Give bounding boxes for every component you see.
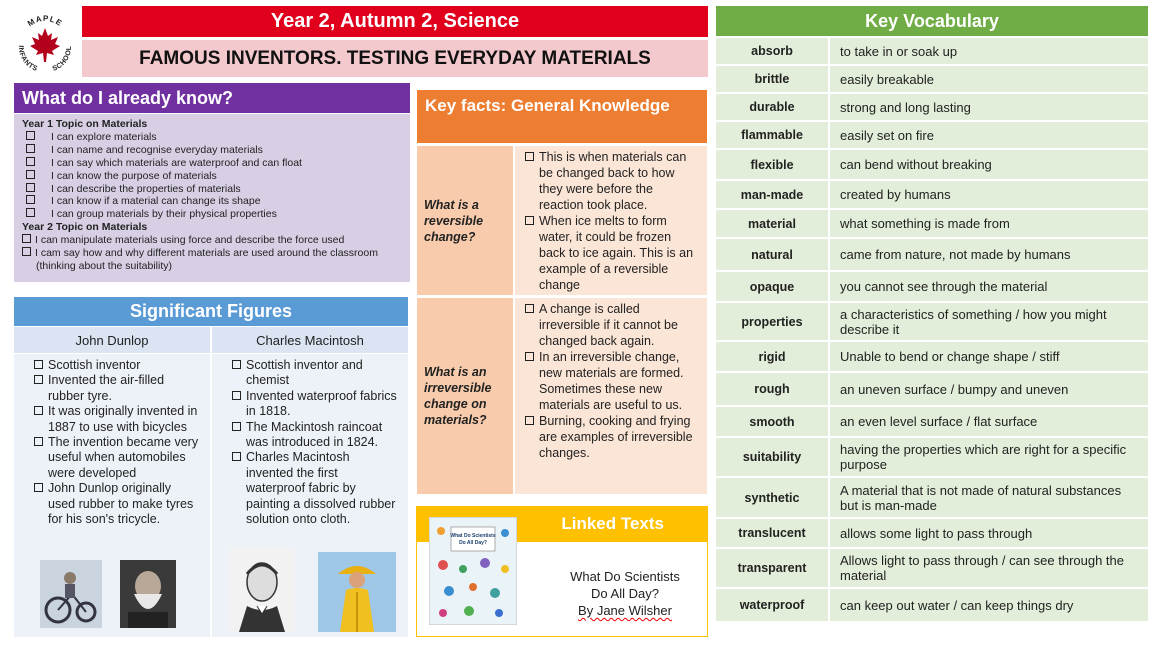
vocab-term: waterproof [716, 589, 828, 621]
checkbox-icon [232, 391, 241, 400]
list-item: John Dunlop originally used rubber to make tyres for his son's tricycle. [34, 481, 200, 527]
vocab-row [716, 210, 1148, 237]
list-item: Invented the air-filled rubber tyre. [34, 373, 200, 404]
vocab-row [716, 94, 1148, 120]
list-item: Charles Macintosh invented the first waterproof fabric by painting a dissolved rubber solution onto cloth. [232, 450, 398, 527]
vocab-definition: an uneven surface / bumpy and uneven [830, 373, 1148, 405]
checkbox-icon [26, 157, 35, 166]
vocab-definition: easily set on fire [830, 122, 1148, 148]
vocab-definition: came from nature, not made by humans [830, 239, 1148, 270]
checkbox-icon [232, 422, 241, 431]
vocab-term: absorb [716, 38, 828, 64]
list-item: The Mackintosh raincoat was introduced in 1824. [232, 420, 398, 451]
list-item: A change is called irreversible if it cannot be changed back again. [525, 301, 699, 349]
vocab-definition: can keep out water / can keep things dry [830, 589, 1148, 621]
vocab-row [716, 122, 1148, 148]
checkbox-icon [26, 131, 35, 140]
vocab-term: natural [716, 239, 828, 270]
vocab-definition: to take in or soak up [830, 38, 1148, 64]
macintosh-portrait [229, 548, 295, 632]
checkbox-icon [525, 304, 534, 313]
svg-text:What Do Scientists: What Do Scientists [450, 533, 496, 539]
vocab-row [716, 342, 1148, 371]
book-cover [429, 517, 517, 625]
svg-text:INFANTS [17, 45, 39, 73]
vocab-table [716, 38, 1148, 623]
vocab-definition: Allows light to pass through / can see through the material [830, 549, 1148, 587]
know-list-item: I can manipulate materials using force and describe the force used [22, 234, 402, 247]
list-item: Scottish inventor and chemist [232, 358, 398, 389]
school-logo [12, 6, 78, 76]
vocab-definition: a characteristics of something / how you might describe it [830, 303, 1148, 340]
raincoat-illustration [318, 552, 396, 632]
maple-leaf-icon [30, 28, 60, 62]
answer-irreversible [515, 298, 707, 494]
know-list-item: I can know if a material can change its shape [22, 195, 402, 208]
checkbox-icon [525, 352, 534, 361]
svg-text:MAPLE [26, 14, 64, 28]
vocab-row [716, 239, 1148, 270]
checkbox-icon [26, 183, 35, 192]
svg-text:SCHOOL [52, 45, 73, 73]
know-list-item: I can name and recognise everyday materials [22, 144, 402, 157]
vocab-term: durable [716, 94, 828, 120]
list-item: This is when materials can be changed back to how they were before the reaction took place. [525, 149, 699, 213]
know-list-item: I can know the purpose of materials [22, 170, 402, 183]
checkbox-icon [525, 152, 534, 161]
question-reversible: What is a reversible change? [417, 146, 513, 295]
checkbox-icon [22, 234, 31, 243]
list-item: It was originally invented in 1887 to use with bicycles [34, 404, 200, 435]
vocab-term: man-made [716, 181, 828, 208]
list-item: When ice melts to form water, it could be frozen back to ice again. This is an example of a reversible change [525, 213, 699, 293]
vocab-row [716, 373, 1148, 405]
know-list-item: I can group materials by their physical properties [22, 208, 402, 221]
know-list-item: I can describe the properties of materials [22, 183, 402, 196]
list-item: Burning, cooking and frying are examples of irreversible changes. [525, 413, 699, 461]
know-list-item: I cam say how and why different materials are used around the classroom (thinking about the suitability) [22, 247, 402, 273]
vocab-definition: A material that is not made of natural substances but is man-made [830, 478, 1148, 517]
checkbox-icon [525, 416, 534, 425]
checkbox-icon [34, 375, 43, 384]
logo-top-text: MAPLE [25, 13, 65, 29]
vocab-term: smooth [716, 407, 828, 436]
vocab-term: properties [716, 303, 828, 340]
vocab-term: rough [716, 373, 828, 405]
vocab-definition: having the properties which are right for a specific purpose [830, 438, 1148, 476]
list-item: In an irreversible change, new materials are formed. Sometimes these new materials are useful to us. [525, 349, 699, 413]
list-item: Invented waterproof fabrics in 1818. [232, 389, 398, 420]
checkbox-icon [525, 216, 534, 225]
logo-left-text: INFANTS [16, 45, 39, 73]
dunlop-portrait [120, 560, 176, 628]
checkbox-icon [232, 452, 241, 461]
vocab-row [716, 478, 1148, 517]
vocab-row [716, 303, 1148, 340]
logo-right-text: SCHOOL [51, 45, 74, 73]
page-title: Year 2, Autumn 2, Science [82, 6, 708, 37]
vocab-definition: allows some light to pass through [830, 519, 1148, 547]
vocab-definition: can bend without breaking [830, 150, 1148, 179]
know-list-item: I can say which materials are waterproof and can float [22, 157, 402, 170]
figure-name-dunlop: John Dunlop [14, 327, 210, 353]
checkbox-icon [22, 247, 31, 256]
year2-heading: Year 2 Topic on Materials [22, 221, 148, 234]
vocab-term: opaque [716, 272, 828, 301]
checkbox-icon [26, 195, 35, 204]
vocab-row [716, 181, 1148, 208]
vocab-row [716, 438, 1148, 476]
svg-text:Do All Day?: Do All Day? [459, 540, 487, 546]
vocab-definition: an even level surface / flat surface [830, 407, 1148, 436]
vocab-section-title: Key Vocabulary [716, 6, 1148, 36]
facts-section-title: Key facts: General Knowledge [417, 90, 707, 143]
vocab-definition: easily breakable [830, 66, 1148, 92]
dunlop-bicycle-photo [40, 560, 102, 628]
book-author: By Jane Wilsher [578, 603, 672, 618]
book-info [555, 568, 695, 619]
vocab-term: transparent [716, 549, 828, 587]
figure-name-macintosh: Charles Macintosh [212, 327, 408, 353]
book-title-line1: What Do Scientists [570, 569, 680, 584]
year1-heading: Year 1 Topic on Materials [22, 118, 148, 130]
vocab-row [716, 549, 1148, 587]
checkbox-icon [26, 208, 35, 217]
checkbox-icon [26, 170, 35, 179]
vocab-row [716, 407, 1148, 436]
linked-texts-title: Linked Texts [416, 506, 708, 542]
list-item: Scottish inventor [34, 358, 200, 373]
vocab-row [716, 272, 1148, 301]
book-title-line2: Do All Day? [591, 586, 659, 601]
vocab-term: flexible [716, 150, 828, 179]
page-subtitle: FAMOUS INVENTORS. TESTING EVERYDAY MATERIALS [82, 40, 708, 77]
vocab-term: material [716, 210, 828, 237]
vocab-term: rigid [716, 342, 828, 371]
checkbox-icon [232, 360, 241, 369]
vocab-term: suitability [716, 438, 828, 476]
checkbox-icon [34, 483, 43, 492]
vocab-row [716, 589, 1148, 621]
figures-section-title: Significant Figures [14, 297, 408, 326]
vocab-definition: Unable to bend or change shape / stiff [830, 342, 1148, 371]
vocab-row [716, 66, 1148, 92]
vocab-term: synthetic [716, 478, 828, 517]
checkbox-icon [34, 406, 43, 415]
checkbox-icon [34, 437, 43, 446]
list-item: The invention became very useful when automobiles were developed [34, 435, 200, 481]
vocab-definition: you cannot see through the material [830, 272, 1148, 301]
checkbox-icon [26, 144, 35, 153]
question-irreversible: What is an irreversible change on materials? [417, 298, 513, 494]
know-section-title: What do I already know? [14, 83, 410, 113]
vocab-term: brittle [716, 66, 828, 92]
checkbox-icon [34, 360, 43, 369]
vocab-term: flammable [716, 122, 828, 148]
vocab-definition: strong and long lasting [830, 94, 1148, 120]
know-list-item: I can explore materials [22, 131, 402, 144]
vocab-row [716, 38, 1148, 64]
know-section-body [14, 114, 410, 282]
vocab-term: translucent [716, 519, 828, 547]
answer-reversible [515, 146, 707, 295]
vocab-row [716, 150, 1148, 179]
vocab-row [716, 519, 1148, 547]
vocab-definition: what something is made from [830, 210, 1148, 237]
vocab-definition: created by humans [830, 181, 1148, 208]
